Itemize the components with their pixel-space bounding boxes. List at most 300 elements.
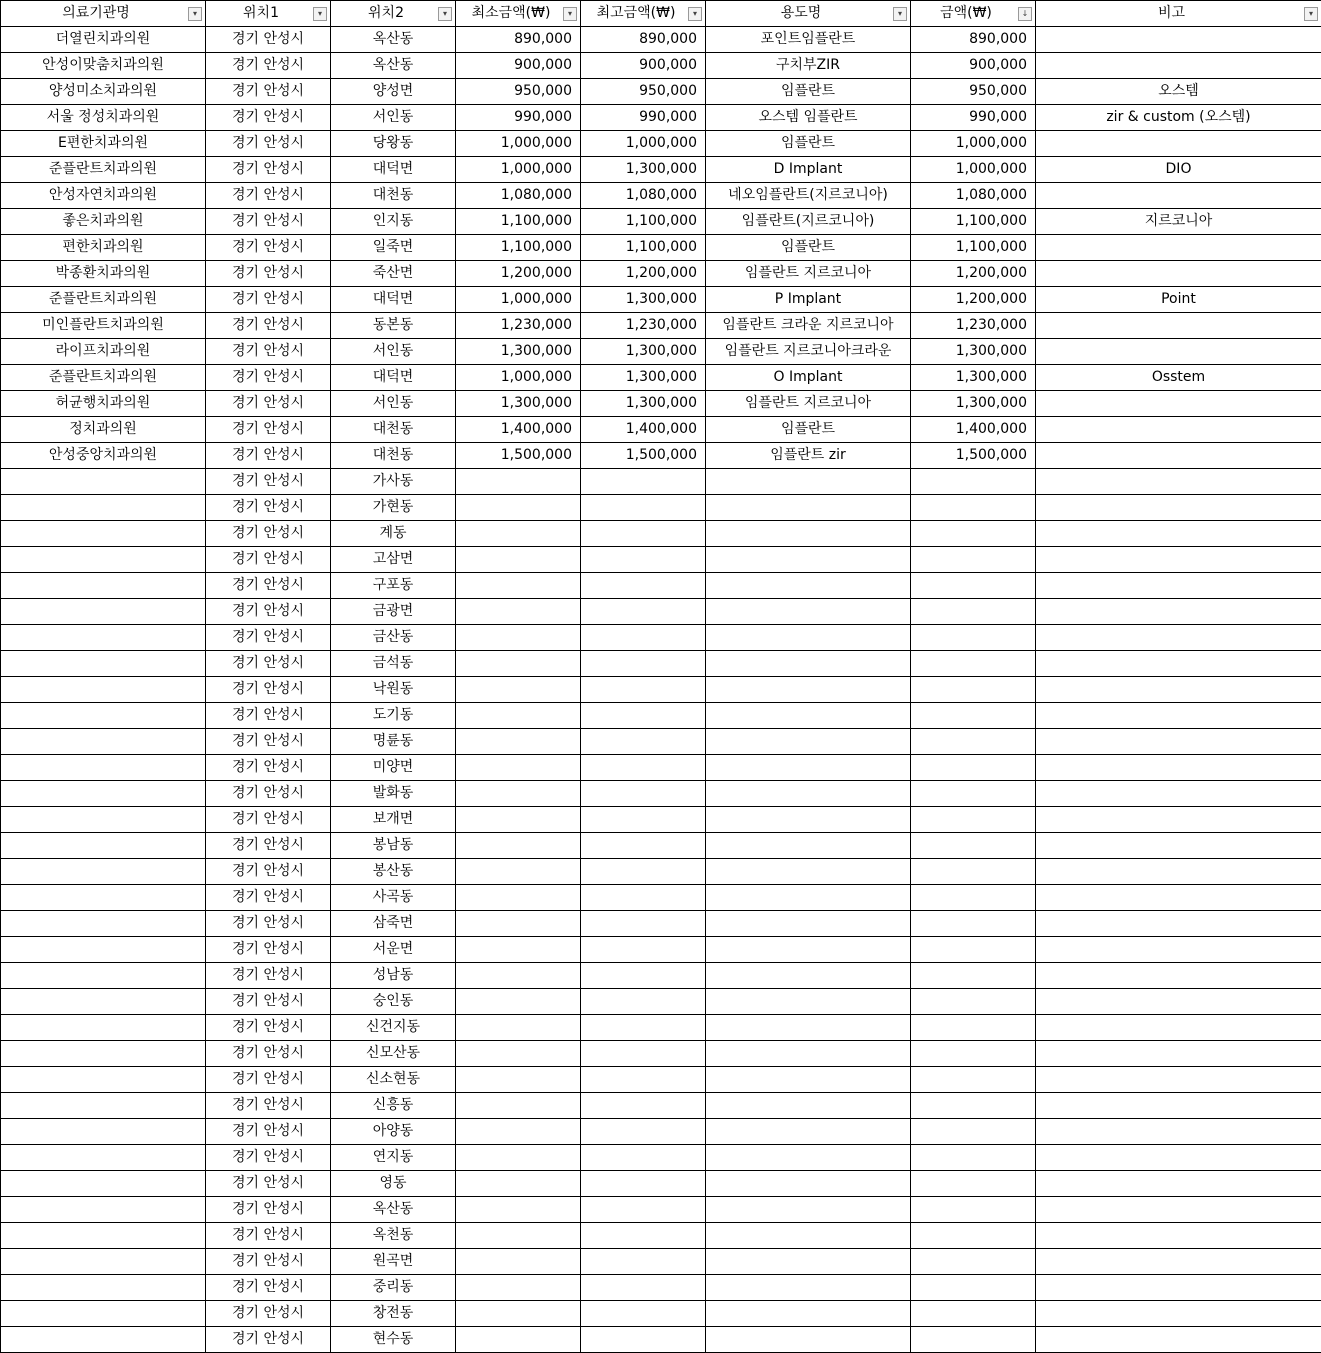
cell-purpose[interactable]: 네오임플란트(지르코니아) [706,183,911,209]
cell-purpose[interactable] [706,1171,911,1197]
cell-price[interactable] [911,677,1036,703]
cell-max-price[interactable] [581,989,706,1015]
cell-min-price[interactable]: 1,000,000 [456,131,581,157]
cell-max-price[interactable] [581,1301,706,1327]
cell-location1[interactable]: 경기 안성시 [206,833,331,859]
cell-institution[interactable] [1,1275,206,1301]
cell-max-price[interactable] [581,911,706,937]
cell-institution[interactable] [1,989,206,1015]
cell-notes[interactable] [1036,1067,1321,1093]
cell-notes[interactable] [1036,1041,1321,1067]
cell-price[interactable]: 1,300,000 [911,339,1036,365]
cell-location2[interactable]: 낙원동 [331,677,456,703]
cell-location2[interactable]: 대덕면 [331,157,456,183]
cell-institution[interactable]: 준플란트치과의원 [1,287,206,313]
cell-purpose[interactable] [706,1015,911,1041]
cell-location2[interactable]: 봉산동 [331,859,456,885]
cell-price[interactable] [911,859,1036,885]
cell-purpose[interactable] [706,1327,911,1353]
cell-location2[interactable]: 옥산동 [331,53,456,79]
cell-max-price[interactable]: 1,400,000 [581,417,706,443]
cell-min-price[interactable] [456,1301,581,1327]
cell-notes[interactable] [1036,755,1321,781]
cell-location1[interactable]: 경기 안성시 [206,209,331,235]
cell-location2[interactable]: 동본동 [331,313,456,339]
cell-max-price[interactable] [581,469,706,495]
cell-price[interactable]: 1,300,000 [911,365,1036,391]
sort-filter-icon[interactable]: ↓ [1018,7,1032,21]
cell-location2[interactable]: 원곡면 [331,1249,456,1275]
cell-notes[interactable] [1036,963,1321,989]
filter-dropdown-icon[interactable]: ▾ [563,7,577,21]
cell-location1[interactable]: 경기 안성시 [206,339,331,365]
cell-purpose[interactable]: 오스템 임플란트 [706,105,911,131]
cell-location1[interactable]: 경기 안성시 [206,963,331,989]
cell-min-price[interactable] [456,1015,581,1041]
cell-price[interactable]: 1,000,000 [911,157,1036,183]
cell-notes[interactable] [1036,859,1321,885]
cell-notes[interactable] [1036,625,1321,651]
cell-price[interactable] [911,599,1036,625]
cell-institution[interactable]: 준플란트치과의원 [1,365,206,391]
cell-purpose[interactable]: 임플란트 지르코니아크라운 [706,339,911,365]
cell-min-price[interactable] [456,781,581,807]
cell-purpose[interactable] [706,1249,911,1275]
cell-institution[interactable] [1,703,206,729]
cell-location2[interactable]: 신흥동 [331,1093,456,1119]
cell-institution[interactable]: 박종환치과의원 [1,261,206,287]
cell-institution[interactable]: 서울 정성치과의원 [1,105,206,131]
cell-institution[interactable] [1,807,206,833]
cell-notes[interactable] [1036,261,1321,287]
cell-location1[interactable]: 경기 안성시 [206,1119,331,1145]
cell-location1[interactable]: 경기 안성시 [206,79,331,105]
cell-location2[interactable]: 서인동 [331,391,456,417]
cell-location2[interactable]: 발화동 [331,781,456,807]
cell-location1[interactable]: 경기 안성시 [206,1067,331,1093]
cell-purpose[interactable] [706,859,911,885]
cell-max-price[interactable] [581,937,706,963]
cell-notes[interactable] [1036,1145,1321,1171]
cell-location2[interactable]: 대천동 [331,417,456,443]
cell-max-price[interactable]: 1,230,000 [581,313,706,339]
cell-min-price[interactable]: 990,000 [456,105,581,131]
cell-price[interactable] [911,1119,1036,1145]
cell-price[interactable]: 990,000 [911,105,1036,131]
cell-price[interactable]: 1,400,000 [911,417,1036,443]
cell-purpose[interactable] [706,885,911,911]
cell-institution[interactable] [1,1301,206,1327]
cell-institution[interactable]: 편한치과의원 [1,235,206,261]
cell-purpose[interactable]: 임플란트 zir [706,443,911,469]
cell-price[interactable] [911,703,1036,729]
cell-notes[interactable] [1036,833,1321,859]
cell-max-price[interactable]: 1,080,000 [581,183,706,209]
cell-min-price[interactable] [456,1223,581,1249]
cell-location1[interactable]: 경기 안성시 [206,547,331,573]
cell-max-price[interactable] [581,677,706,703]
cell-max-price[interactable] [581,755,706,781]
cell-location2[interactable]: 연지동 [331,1145,456,1171]
cell-notes[interactable] [1036,1197,1321,1223]
cell-price[interactable] [911,521,1036,547]
cell-location1[interactable]: 경기 안성시 [206,625,331,651]
cell-location2[interactable]: 양성면 [331,79,456,105]
cell-location2[interactable]: 명륜동 [331,729,456,755]
cell-location2[interactable]: 중리동 [331,1275,456,1301]
cell-max-price[interactable] [581,495,706,521]
cell-price[interactable] [911,573,1036,599]
cell-price[interactable] [911,729,1036,755]
cell-location2[interactable]: 신소현동 [331,1067,456,1093]
cell-institution[interactable] [1,1145,206,1171]
cell-min-price[interactable] [456,1327,581,1353]
cell-location2[interactable]: 옥천동 [331,1223,456,1249]
cell-institution[interactable] [1,1041,206,1067]
cell-location2[interactable]: 숭인동 [331,989,456,1015]
cell-price[interactable]: 1,080,000 [911,183,1036,209]
cell-location1[interactable]: 경기 안성시 [206,53,331,79]
cell-price[interactable]: 1,230,000 [911,313,1036,339]
cell-price[interactable]: 1,200,000 [911,261,1036,287]
cell-price[interactable] [911,469,1036,495]
cell-purpose[interactable] [706,937,911,963]
cell-max-price[interactable] [581,651,706,677]
cell-institution[interactable] [1,729,206,755]
cell-min-price[interactable] [456,599,581,625]
cell-price[interactable]: 1,300,000 [911,391,1036,417]
cell-location2[interactable]: 계동 [331,521,456,547]
cell-max-price[interactable] [581,625,706,651]
cell-price[interactable] [911,833,1036,859]
cell-max-price[interactable]: 1,100,000 [581,235,706,261]
cell-notes[interactable] [1036,651,1321,677]
cell-institution[interactable] [1,677,206,703]
cell-institution[interactable] [1,521,206,547]
cell-location1[interactable]: 경기 안성시 [206,495,331,521]
cell-location1[interactable]: 경기 안성시 [206,885,331,911]
cell-purpose[interactable]: D Implant [706,157,911,183]
cell-purpose[interactable]: P Implant [706,287,911,313]
cell-min-price[interactable]: 1,500,000 [456,443,581,469]
cell-institution[interactable]: E편한치과의원 [1,131,206,157]
cell-notes[interactable] [1036,885,1321,911]
cell-min-price[interactable] [456,937,581,963]
cell-location2[interactable]: 대덕면 [331,287,456,313]
cell-min-price[interactable]: 1,200,000 [456,261,581,287]
cell-location1[interactable]: 경기 안성시 [206,755,331,781]
cell-institution[interactable] [1,1327,206,1353]
cell-max-price[interactable] [581,599,706,625]
cell-price[interactable]: 900,000 [911,53,1036,79]
cell-institution[interactable] [1,651,206,677]
cell-location1[interactable]: 경기 안성시 [206,287,331,313]
cell-purpose[interactable] [706,729,911,755]
cell-max-price[interactable] [581,729,706,755]
cell-purpose[interactable] [706,911,911,937]
cell-max-price[interactable] [581,521,706,547]
cell-max-price[interactable] [581,547,706,573]
cell-location2[interactable]: 사곡동 [331,885,456,911]
cell-location1[interactable]: 경기 안성시 [206,729,331,755]
cell-price[interactable]: 1,100,000 [911,209,1036,235]
cell-notes[interactable] [1036,911,1321,937]
cell-price[interactable] [911,1067,1036,1093]
cell-max-price[interactable] [581,573,706,599]
cell-institution[interactable]: 안성중앙치과의원 [1,443,206,469]
cell-min-price[interactable]: 1,400,000 [456,417,581,443]
cell-max-price[interactable]: 1,300,000 [581,287,706,313]
cell-max-price[interactable] [581,807,706,833]
cell-location2[interactable]: 일죽면 [331,235,456,261]
cell-location1[interactable]: 경기 안성시 [206,1249,331,1275]
cell-price[interactable] [911,1197,1036,1223]
cell-max-price[interactable] [581,1197,706,1223]
cell-location2[interactable]: 미양면 [331,755,456,781]
cell-notes[interactable] [1036,573,1321,599]
cell-max-price[interactable] [581,833,706,859]
cell-location1[interactable]: 경기 안성시 [206,365,331,391]
cell-location1[interactable]: 경기 안성시 [206,1275,331,1301]
cell-min-price[interactable] [456,885,581,911]
cell-min-price[interactable] [456,1041,581,1067]
cell-notes[interactable] [1036,1223,1321,1249]
cell-location1[interactable]: 경기 안성시 [206,157,331,183]
cell-price[interactable] [911,1145,1036,1171]
cell-min-price[interactable]: 1,230,000 [456,313,581,339]
cell-notes[interactable]: 오스템 [1036,79,1321,105]
cell-max-price[interactable] [581,1015,706,1041]
cell-purpose[interactable]: 임플란트 [706,235,911,261]
cell-institution[interactable] [1,859,206,885]
cell-min-price[interactable] [456,729,581,755]
cell-min-price[interactable]: 1,300,000 [456,339,581,365]
cell-purpose[interactable]: 임플란트 지르코니아 [706,261,911,287]
cell-institution[interactable]: 양성미소치과의원 [1,79,206,105]
cell-price[interactable] [911,781,1036,807]
cell-max-price[interactable] [581,1275,706,1301]
cell-location2[interactable]: 금산동 [331,625,456,651]
cell-location1[interactable]: 경기 안성시 [206,1015,331,1041]
cell-min-price[interactable]: 1,000,000 [456,287,581,313]
cell-institution[interactable]: 라이프치과의원 [1,339,206,365]
cell-location1[interactable]: 경기 안성시 [206,1301,331,1327]
cell-purpose[interactable] [706,1223,911,1249]
cell-purpose[interactable] [706,599,911,625]
cell-institution[interactable]: 정치과의원 [1,417,206,443]
cell-location2[interactable]: 삼죽면 [331,911,456,937]
cell-price[interactable] [911,1249,1036,1275]
cell-price[interactable]: 1,200,000 [911,287,1036,313]
cell-location1[interactable]: 경기 안성시 [206,599,331,625]
cell-location1[interactable]: 경기 안성시 [206,859,331,885]
cell-max-price[interactable]: 1,300,000 [581,391,706,417]
cell-location2[interactable]: 가사동 [331,469,456,495]
cell-min-price[interactable] [456,573,581,599]
cell-purpose[interactable]: O Implant [706,365,911,391]
cell-purpose[interactable] [706,1275,911,1301]
cell-purpose[interactable]: 임플란트 지르코니아 [706,391,911,417]
cell-institution[interactable] [1,833,206,859]
cell-location2[interactable]: 옥산동 [331,1197,456,1223]
cell-purpose[interactable]: 임플란트 크라운 지르코니아 [706,313,911,339]
cell-notes[interactable] [1036,1171,1321,1197]
cell-max-price[interactable]: 990,000 [581,105,706,131]
cell-max-price[interactable] [581,1249,706,1275]
cell-location2[interactable]: 금광면 [331,599,456,625]
cell-price[interactable]: 1,500,000 [911,443,1036,469]
cell-purpose[interactable]: 임플란트 [706,79,911,105]
filter-dropdown-icon[interactable]: ▾ [438,7,452,21]
cell-max-price[interactable] [581,1327,706,1353]
cell-purpose[interactable] [706,625,911,651]
cell-notes[interactable] [1036,729,1321,755]
cell-location2[interactable]: 옥산동 [331,27,456,53]
cell-location1[interactable]: 경기 안성시 [206,391,331,417]
cell-min-price[interactable] [456,1093,581,1119]
cell-location2[interactable]: 현수동 [331,1327,456,1353]
cell-min-price[interactable] [456,807,581,833]
cell-institution[interactable] [1,469,206,495]
cell-institution[interactable] [1,885,206,911]
cell-max-price[interactable] [581,1041,706,1067]
cell-purpose[interactable]: 임플란트(지르코니아) [706,209,911,235]
cell-max-price[interactable] [581,859,706,885]
cell-min-price[interactable] [456,469,581,495]
cell-institution[interactable]: 준플란트치과의원 [1,157,206,183]
cell-location1[interactable]: 경기 안성시 [206,1327,331,1353]
cell-price[interactable] [911,1041,1036,1067]
cell-institution[interactable] [1,495,206,521]
cell-max-price[interactable] [581,963,706,989]
cell-institution[interactable] [1,1197,206,1223]
cell-location1[interactable]: 경기 안성시 [206,573,331,599]
cell-min-price[interactable] [456,1275,581,1301]
cell-location2[interactable]: 대천동 [331,443,456,469]
cell-min-price[interactable] [456,1197,581,1223]
cell-notes[interactable] [1036,1301,1321,1327]
cell-notes[interactable]: 지르코니아 [1036,209,1321,235]
cell-min-price[interactable] [456,1119,581,1145]
cell-min-price[interactable] [456,547,581,573]
cell-location2[interactable]: 서인동 [331,339,456,365]
cell-notes[interactable] [1036,521,1321,547]
cell-location2[interactable]: 죽산면 [331,261,456,287]
cell-notes[interactable] [1036,183,1321,209]
cell-min-price[interactable] [456,495,581,521]
cell-location2[interactable]: 봉남동 [331,833,456,859]
cell-institution[interactable] [1,781,206,807]
cell-institution[interactable] [1,1223,206,1249]
cell-location1[interactable]: 경기 안성시 [206,911,331,937]
cell-purpose[interactable] [706,469,911,495]
cell-institution[interactable] [1,1171,206,1197]
cell-institution[interactable] [1,937,206,963]
cell-purpose[interactable] [706,1119,911,1145]
cell-price[interactable] [911,1275,1036,1301]
cell-min-price[interactable] [456,859,581,885]
cell-max-price[interactable]: 900,000 [581,53,706,79]
cell-institution[interactable] [1,1067,206,1093]
cell-max-price[interactable] [581,1093,706,1119]
cell-price[interactable] [911,1015,1036,1041]
cell-purpose[interactable] [706,989,911,1015]
cell-max-price[interactable]: 1,300,000 [581,339,706,365]
cell-purpose[interactable]: 임플란트 [706,131,911,157]
cell-location1[interactable]: 경기 안성시 [206,781,331,807]
cell-max-price[interactable] [581,1067,706,1093]
cell-notes[interactable] [1036,443,1321,469]
cell-notes[interactable] [1036,469,1321,495]
cell-location1[interactable]: 경기 안성시 [206,1093,331,1119]
cell-purpose[interactable] [706,495,911,521]
cell-location1[interactable]: 경기 안성시 [206,1197,331,1223]
cell-purpose[interactable] [706,781,911,807]
cell-purpose[interactable] [706,755,911,781]
cell-location1[interactable]: 경기 안성시 [206,183,331,209]
cell-price[interactable] [911,495,1036,521]
cell-institution[interactable] [1,1015,206,1041]
cell-notes[interactable] [1036,781,1321,807]
cell-location2[interactable]: 영동 [331,1171,456,1197]
cell-purpose[interactable]: 구치부ZIR [706,53,911,79]
cell-min-price[interactable]: 1,100,000 [456,235,581,261]
cell-notes[interactable] [1036,495,1321,521]
cell-institution[interactable] [1,911,206,937]
cell-notes[interactable] [1036,677,1321,703]
cell-max-price[interactable]: 950,000 [581,79,706,105]
cell-purpose[interactable]: 포인트임플란트 [706,27,911,53]
cell-purpose[interactable] [706,1093,911,1119]
cell-max-price[interactable] [581,1223,706,1249]
cell-min-price[interactable] [456,1249,581,1275]
cell-location1[interactable]: 경기 안성시 [206,937,331,963]
cell-notes[interactable] [1036,27,1321,53]
cell-location1[interactable]: 경기 안성시 [206,313,331,339]
cell-notes[interactable] [1036,131,1321,157]
cell-notes[interactable] [1036,53,1321,79]
cell-price[interactable] [911,989,1036,1015]
cell-notes[interactable] [1036,235,1321,261]
cell-price[interactable] [911,651,1036,677]
cell-location2[interactable]: 서운면 [331,937,456,963]
cell-notes[interactable] [1036,807,1321,833]
cell-purpose[interactable] [706,807,911,833]
cell-location2[interactable]: 당왕동 [331,131,456,157]
cell-price[interactable] [911,755,1036,781]
cell-purpose[interactable] [706,1197,911,1223]
cell-price[interactable] [911,937,1036,963]
cell-location2[interactable]: 가현동 [331,495,456,521]
cell-min-price[interactable] [456,677,581,703]
cell-min-price[interactable] [456,963,581,989]
cell-min-price[interactable]: 1,000,000 [456,157,581,183]
cell-min-price[interactable] [456,521,581,547]
cell-notes[interactable] [1036,703,1321,729]
cell-location1[interactable]: 경기 안성시 [206,521,331,547]
cell-location2[interactable]: 구포동 [331,573,456,599]
cell-location1[interactable]: 경기 안성시 [206,989,331,1015]
cell-purpose[interactable]: 임플란트 [706,417,911,443]
cell-min-price[interactable] [456,1171,581,1197]
cell-price[interactable] [911,547,1036,573]
cell-min-price[interactable] [456,625,581,651]
cell-min-price[interactable] [456,911,581,937]
cell-location1[interactable]: 경기 안성시 [206,1041,331,1067]
cell-notes[interactable] [1036,599,1321,625]
cell-location1[interactable]: 경기 안성시 [206,235,331,261]
cell-notes[interactable] [1036,339,1321,365]
